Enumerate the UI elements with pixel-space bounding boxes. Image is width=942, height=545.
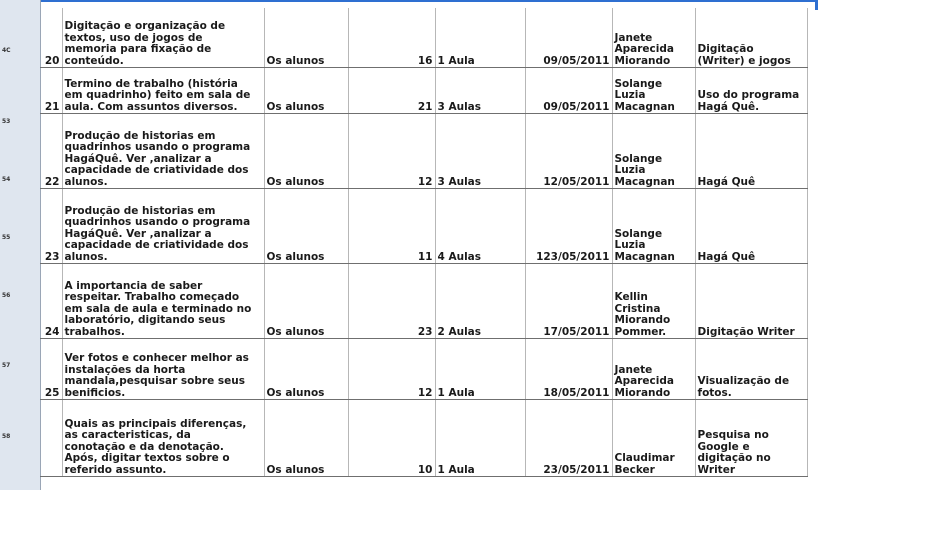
resource-cell[interactable]: Digitação (Writer) e jogos: [695, 8, 807, 68]
table-row: [40, 264, 807, 339]
date-cell[interactable]: 123/05/2011: [525, 189, 612, 264]
student-count-cell[interactable]: 16: [348, 8, 435, 68]
teacher-cell[interactable]: Claudimar Becker: [612, 400, 695, 477]
row-header-column: [0, 0, 41, 490]
duration-cell[interactable]: 1 Aula: [435, 8, 525, 68]
row-number-cell[interactable]: 25: [40, 339, 62, 400]
table-row: [40, 189, 807, 264]
row-number-cell[interactable]: 23: [40, 189, 62, 264]
audience-cell[interactable]: Os alunos: [264, 189, 348, 264]
audience-cell[interactable]: Os alunos: [264, 8, 348, 68]
teacher-cell[interactable]: Solange Luzia Macagnan: [612, 114, 695, 189]
student-count-cell[interactable]: 12: [348, 114, 435, 189]
teacher-cell[interactable]: Solange Luzia Macagnan: [612, 189, 695, 264]
date-cell[interactable]: 12/05/2011: [525, 114, 612, 189]
row-header[interactable]: 56: [2, 292, 11, 299]
duration-cell[interactable]: 2 Aulas: [435, 264, 525, 339]
duration-cell[interactable]: 1 Aula: [435, 400, 525, 477]
audience-cell[interactable]: Os alunos: [264, 114, 348, 189]
audience-cell[interactable]: Os alunos: [264, 400, 348, 477]
window-right-border: [815, 0, 818, 10]
date-cell[interactable]: 23/05/2011: [525, 400, 612, 477]
row-header[interactable]: 57: [2, 362, 11, 369]
resource-cell[interactable]: Digitação Writer: [695, 264, 807, 339]
table-row: [40, 339, 807, 400]
duration-cell[interactable]: 3 Aulas: [435, 68, 525, 114]
audience-cell[interactable]: Os alunos: [264, 339, 348, 400]
activity-cell[interactable]: Quais as principais diferenças, as caracteristicas, da conotação e da denotação. Após, digitar textos sobre o referido assunto.: [62, 400, 264, 477]
duration-cell[interactable]: 1 Aula: [435, 339, 525, 400]
resource-cell[interactable]: Uso do programa Hagá Quê.: [695, 68, 807, 114]
activity-cell[interactable]: Digitação e organização de textos, uso de jogos de memoria para fixação de conteúdo.: [62, 8, 264, 68]
date-cell[interactable]: 09/05/2011: [525, 8, 612, 68]
table-row: [40, 68, 807, 114]
student-count-cell[interactable]: 11: [348, 189, 435, 264]
student-count-cell[interactable]: 21: [348, 68, 435, 114]
resource-cell[interactable]: Hagá Quê: [695, 189, 807, 264]
row-number-cell[interactable]: 20: [40, 8, 62, 68]
row-header[interactable]: 54: [2, 176, 11, 183]
window-top-border: [0, 0, 818, 2]
row-number-cell[interactable]: [40, 400, 62, 477]
row-header[interactable]: 53: [2, 118, 11, 125]
student-count-cell[interactable]: 10: [348, 400, 435, 477]
activity-cell[interactable]: Produção de historias em quadrinhos usando o programa HagáQuê. Ver ,analizar a capacidade de criatividade dos alunos.: [62, 189, 264, 264]
date-cell[interactable]: 17/05/2011: [525, 264, 612, 339]
teacher-cell[interactable]: Janete Aparecida Miorando: [612, 8, 695, 68]
activity-table: [40, 8, 808, 477]
row-number-cell[interactable]: 24: [40, 264, 62, 339]
row-number-cell[interactable]: 21: [40, 68, 62, 114]
resource-cell[interactable]: Pesquisa no Google e digitação no Writer: [695, 400, 807, 477]
teacher-cell[interactable]: Janete Aparecida Miorando: [612, 339, 695, 400]
row-header[interactable]: 58: [2, 433, 11, 440]
table-row: [40, 8, 807, 68]
audience-cell[interactable]: Os alunos: [264, 68, 348, 114]
row-number-cell[interactable]: 22: [40, 114, 62, 189]
audience-cell[interactable]: Os alunos: [264, 264, 348, 339]
row-header[interactable]: 4C: [2, 47, 11, 54]
date-cell[interactable]: 18/05/2011: [525, 339, 612, 400]
student-count-cell[interactable]: 12: [348, 339, 435, 400]
duration-cell[interactable]: 4 Aulas: [435, 189, 525, 264]
resource-cell[interactable]: Visualização de fotos.: [695, 339, 807, 400]
activity-cell[interactable]: Produção de historias em quadrinhos usando o programa HagáQuê. Ver ,analizar a capacidade de criatividade dos alunos.: [62, 114, 264, 189]
table-row: [40, 400, 807, 477]
row-header[interactable]: 55: [2, 234, 11, 241]
student-count-cell[interactable]: 23: [348, 264, 435, 339]
activity-cell[interactable]: Termino de trabalho (história em quadrinho) feito em sala de aula. Com assuntos diversos.: [62, 68, 264, 114]
teacher-cell[interactable]: Solange Luzia Macagnan: [612, 68, 695, 114]
table-row: [40, 114, 807, 189]
date-cell[interactable]: 09/05/2011: [525, 68, 612, 114]
resource-cell[interactable]: Hagá Quê: [695, 114, 807, 189]
teacher-cell[interactable]: Kellin Cristina Miorando Pommer.: [612, 264, 695, 339]
duration-cell[interactable]: 3 Aulas: [435, 114, 525, 189]
activity-cell[interactable]: A importancia de saber respeitar. Trabalho começado em sala de aula e terminado no laboratório, digitando seus trabalhos.: [62, 264, 264, 339]
activity-cell[interactable]: Ver fotos e conhecer melhor as instalações da horta mandala,pesquisar sobre seus benificios.: [62, 339, 264, 400]
